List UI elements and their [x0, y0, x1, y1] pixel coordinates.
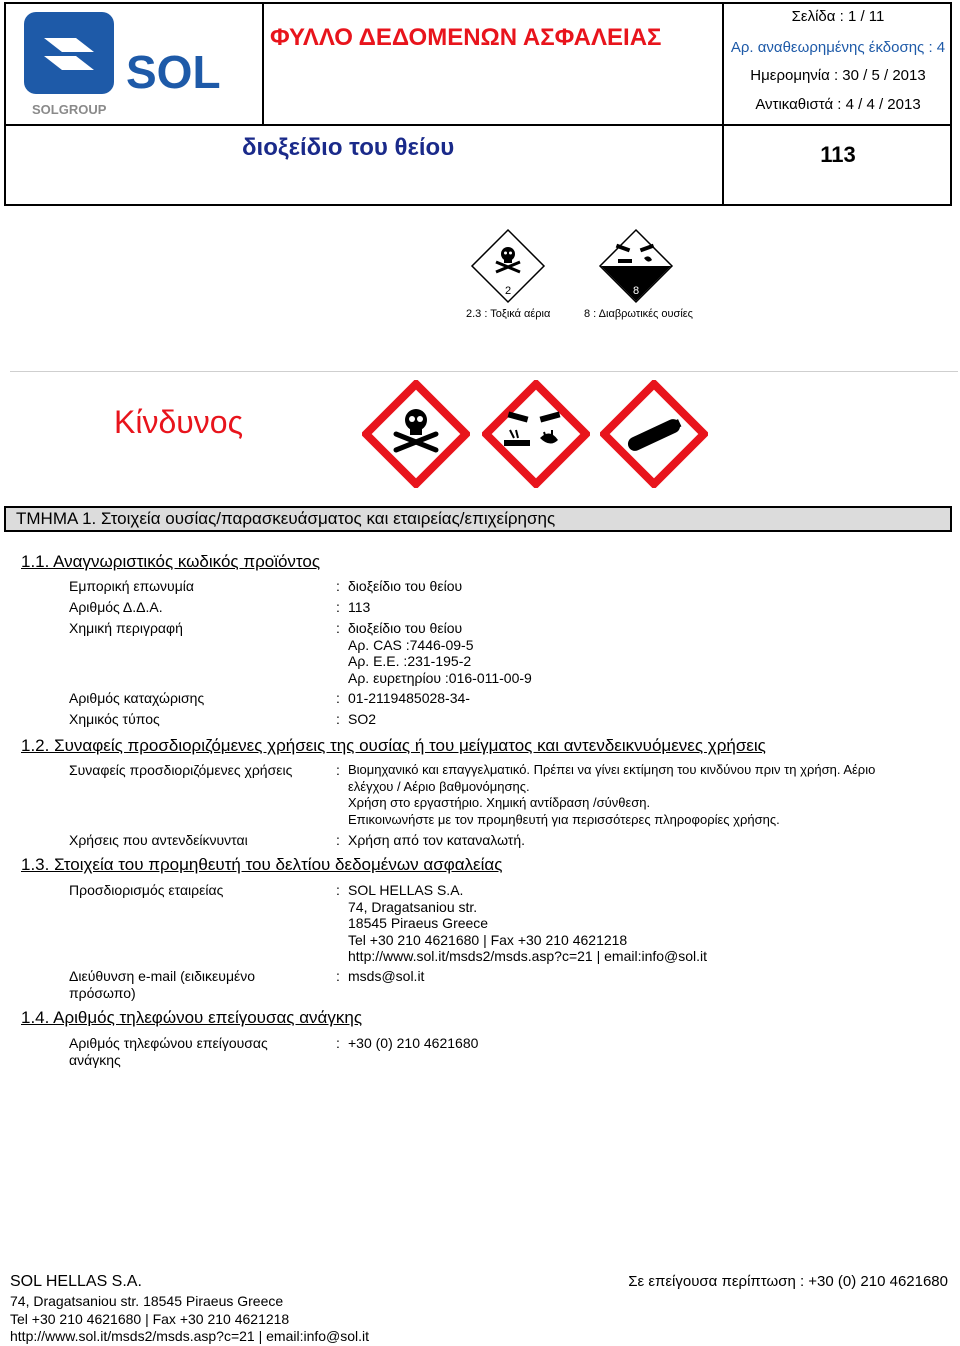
colon: : [336, 690, 340, 706]
divider [10, 371, 958, 372]
sds-number-label: Αριθμός Δ.Δ.Α. [69, 599, 163, 615]
footer-address: 74, Dragatsaniou str. 18545 Piraeus Greece [10, 1293, 284, 1309]
ec-number-line: Αρ. Ε.Ε. :231-195-2 [348, 653, 472, 669]
colon: : [336, 762, 340, 778]
footer-company: SOL HELLAS S.A. [10, 1273, 142, 1290]
product-name-box [6, 126, 722, 204]
revision-number: Αρ. αναθεωρημένης έκδοσης : 4 [730, 39, 946, 56]
chemical-description-value [348, 620, 532, 686]
colon: : [336, 882, 340, 898]
subsection-1-1-heading: 1.1. Αναγνωριστικός κωδικός προϊόντος [21, 552, 321, 571]
emergency-phone-label [69, 1035, 268, 1069]
skull-crossbones-icon [362, 380, 470, 488]
transport-caption: 2.3 : Τοξικά αέρια [466, 308, 551, 320]
transport-class-number: 2 [504, 285, 512, 297]
footer-phone: Tel +30 210 4621680 | Fax +30 210 4621218 [10, 1311, 290, 1327]
uses-advised-against-label: Χρήσεις που αντενδείκνυνται [69, 832, 248, 848]
corrosion-icon [598, 228, 678, 304]
ghs-pictogram-corrosive [482, 380, 590, 493]
logo-group-text: SOLGROUP [32, 102, 107, 117]
ghs-pictogram-toxic [362, 380, 470, 493]
uses-line: Επικοινωνήστε με τον προμηθευτή για περισσότερες πληροφορίες χρήσης. [348, 811, 780, 827]
section-1-title: ΤΜΗΜΑ 1. Στοιχεία ουσίας/παρασκευάσματος και εταιρείας/επιχείρησης [4, 506, 952, 532]
colon: : [336, 599, 340, 615]
colon: : [336, 711, 340, 727]
chemical-formula-value: SO2 [348, 711, 377, 727]
logo-text: SOL [126, 46, 221, 98]
chemical-description-label: Χημική περιγραφή [69, 620, 183, 636]
trade-name-label: Εμπορική επωνυμία [69, 578, 194, 594]
subsection-1-2-heading: 1.2. Συναφείς προσδιοριζόμενες χρήσεις της ουσίας ή του μείγματος και αντενδεικνυόμενες χρήσεις [21, 736, 766, 755]
index-number-line: Αρ. ευρετηρίου :016-011-00-9 [348, 669, 532, 686]
transport-label-toxic-gas [466, 228, 551, 328]
sol-logo-icon [6, 4, 260, 122]
page-number: Σελίδα : 1 / 11 [791, 8, 885, 25]
phone-line: Tel +30 210 4621680 | Fax +30 210 4621218 [348, 931, 628, 948]
colon: : [336, 620, 340, 636]
colon: : [336, 968, 340, 984]
city-line: 18545 Piraeus Greece [348, 915, 489, 931]
product-number-box [722, 126, 950, 204]
document-info [722, 4, 950, 126]
ghs-pictogram-gas-cylinder [600, 380, 708, 493]
uses-line: ελέγχου / Αέριο βαθμονόμησης. [348, 778, 530, 794]
company-logo [6, 4, 264, 126]
signal-word: Κίνδυνος [114, 404, 243, 440]
cas-number-line: Αρ. CAS :7446-09-5 [348, 636, 474, 653]
uses-line: Χρήση στο εργαστήριο. Χημική αντίδραση /σύνθεση. [348, 795, 651, 810]
footer-web: http://www.sol.it/msds2/msds.asp?c=21 | email:info@sol.it [10, 1328, 370, 1344]
gas-cylinder-icon [600, 380, 708, 488]
identified-uses-label: Συναφείς προσδιοριζόμενες χρήσεις [69, 762, 293, 778]
chemical-formula-label: Χημικός τύπος [69, 711, 160, 727]
colon: : [336, 578, 340, 594]
subsection-1-4-heading: 1.4. Αριθμός τηλεφώνου επείγουσας ανάγκης [21, 1008, 363, 1027]
title-box [264, 4, 722, 126]
emergency-phone-value: +30 (0) 210 4621680 [348, 1035, 479, 1051]
company-identification-label: Προσδιορισμός εταιρείας [69, 882, 224, 898]
email-contact-label [69, 968, 255, 1002]
registration-number-label: Αριθμός καταχώρισης [69, 690, 205, 706]
label-line: πρόσωπο) [69, 985, 136, 1001]
transport-class-number: 8 [632, 285, 640, 297]
colon: : [336, 1035, 340, 1051]
subsection-1-3-heading: 1.3. Στοιχεία του προμηθευτή του δελτίου δεδομένων ασφαλείας [21, 855, 503, 874]
trade-name-value: διοξείδιο του θείου [348, 578, 463, 594]
label-line: Αριθμός τηλεφώνου επείγουσας [69, 1035, 268, 1051]
registration-number-value: 01-2119485028-34- [348, 690, 470, 706]
corrosion-icon [482, 380, 590, 488]
document-header [4, 2, 952, 206]
web-line: http://www.sol.it/msds2/msds.asp?c=21 | email:info@sol.it [348, 948, 708, 964]
email-contact-value: msds@sol.it [348, 968, 425, 984]
skull-crossbones-icon [470, 228, 550, 304]
product-number: 113 [820, 142, 856, 167]
product-name: διοξείδιο του θείου [242, 134, 455, 161]
document-title: ΦΥΛΛΟ ΔΕΔΟΜΕΝΩΝ ΑΣΦΑΛΕΙΑΣ [270, 24, 662, 51]
uses-line: Βιομηχανικό και επαγγελματικό. Πρέπει να γίνει εκτίμηση του κινδύνου πριν τη χρήση. Αέριο [348, 762, 876, 777]
label-line: Διεύθυνση e-mail (ειδικευμένο [69, 968, 256, 984]
identified-uses-value [348, 762, 875, 828]
uses-advised-against-value: Χρήση από τον καταναλωτή. [348, 832, 526, 848]
label-line: ανάγκης [69, 1052, 121, 1068]
transport-caption: 8 : Διαβρωτικές ουσίες [584, 308, 693, 320]
sds-number-value: 113 [348, 599, 371, 615]
transport-label-corrosive [584, 228, 693, 328]
company-name-line: SOL HELLAS S.A. [348, 882, 464, 898]
company-identification-value [348, 882, 707, 965]
chemical-name-line: διοξείδιο του θείου [348, 620, 463, 636]
footer-emergency: Σε επείγουσα περίπτωση : +30 (0) 210 4621680 [628, 1273, 948, 1290]
issue-date: Ημερομηνία : 30 / 5 / 2013 [750, 67, 926, 84]
address-line: 74, Dragatsaniou str. [348, 898, 478, 915]
colon: : [336, 832, 340, 848]
supersedes-date: Αντικαθιστά : 4 / 4 / 2013 [755, 96, 921, 113]
